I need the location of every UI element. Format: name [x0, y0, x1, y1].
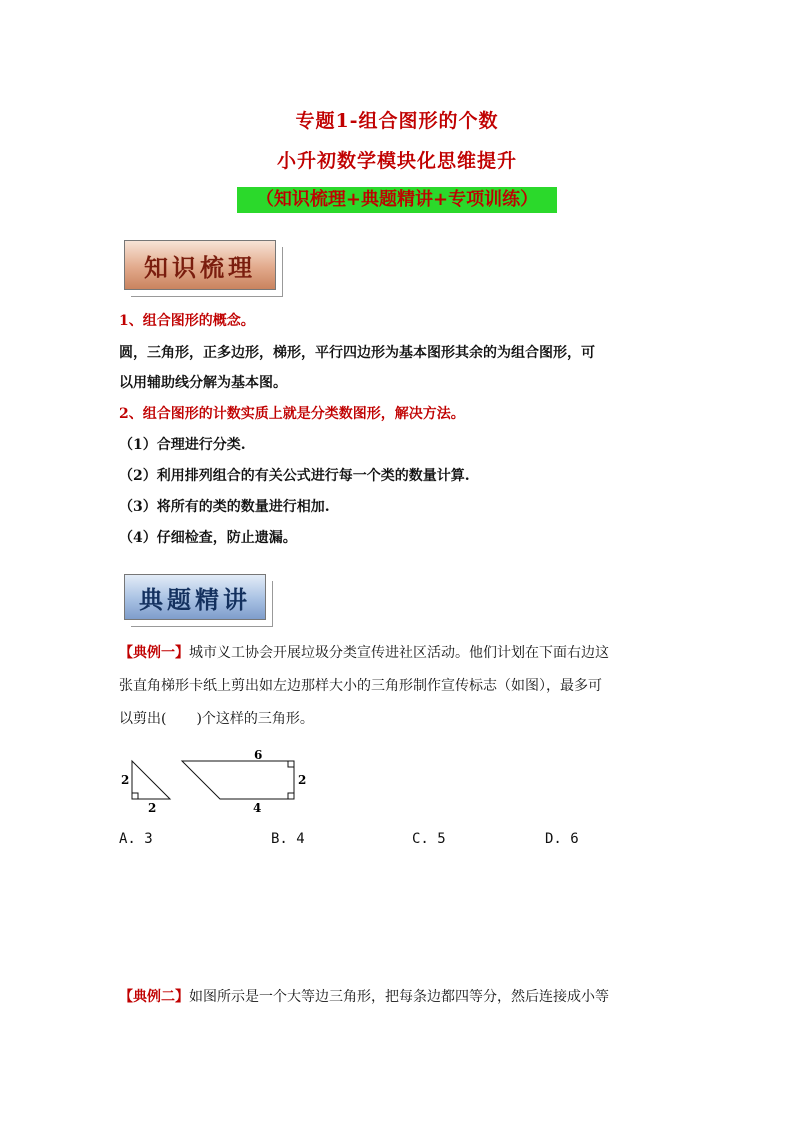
example1-line1: [119, 643, 609, 663]
example2-tag: 【典例二】: [119, 989, 189, 1005]
trapezoid-top-label: 6: [254, 748, 263, 762]
point1-heading: 1、组合图形的概念。: [119, 313, 255, 329]
step-1: （1）合理进行分类.: [119, 437, 246, 453]
triangle-base-label: 2: [148, 801, 157, 815]
example1-line3-after: )个这样的三角形。: [196, 711, 314, 727]
trapezoid-right-label: 2: [298, 773, 307, 787]
triangle-right-angle-mark: [132, 793, 138, 799]
step-3: （3）将所有的类的数量进行相加.: [119, 499, 330, 515]
point1-text-line1: 圆，三角形，正多边形，梯形，平行四边形为基本图形其余的为组合图形，可: [119, 345, 595, 361]
option-a[interactable]: A. 3: [119, 831, 153, 847]
trapezoid-right-angle-top: [288, 761, 294, 767]
example1-line1-text: 城市义工协会开展垃圾分类宣传进社区活动。他们计划在下面右边这: [189, 645, 609, 661]
example1-line3: [119, 709, 314, 729]
point2-heading: 2、组合图形的计数实质上就是分类数图形，解决方法。: [119, 406, 465, 422]
trapezoid-shape: [182, 761, 294, 799]
point1-text-line2: 以用辅助线分解为基本图。: [119, 375, 287, 391]
example1-tag: 【典例一】: [119, 645, 189, 661]
option-c[interactable]: C. 5: [412, 831, 446, 847]
page-subtitle: 小升初数学模块化思维提升: [276, 150, 517, 172]
option-b[interactable]: B. 4: [271, 831, 305, 847]
page-tagline: （知识梳理+典题精讲+专项训练）: [237, 187, 557, 213]
page-title: 专题1-组合图形的个数: [295, 110, 499, 132]
example1-line2: 张直角梯形卡纸上剪出如左边那样大小的三角形制作宣传标志（如图），最多可: [119, 678, 602, 694]
option-d[interactable]: D. 6: [545, 831, 579, 847]
examples-banner: [124, 574, 266, 620]
example1-figure: [118, 748, 318, 817]
trapezoid-bottom-label: 4: [253, 801, 262, 815]
knowledge-banner-label: 知识梳理: [144, 252, 256, 282]
step-4: （4）仔细检查，防止遗漏。: [119, 530, 297, 546]
trapezoid-right-angle-bottom: [288, 793, 294, 799]
example1-line3-before: 以剪出(: [119, 711, 167, 727]
examples-banner-label: 典题精讲: [139, 584, 251, 614]
knowledge-banner: [124, 240, 276, 290]
example2-line1-text: 如图所示是一个大等边三角形，把每条边都四等分，然后连接成小等: [189, 989, 609, 1005]
example2-line1: [119, 987, 609, 1007]
triangle-height-label: 2: [121, 773, 130, 787]
step-2: （2）利用排列组合的有关公式进行每一个类的数量计算.: [119, 468, 470, 484]
